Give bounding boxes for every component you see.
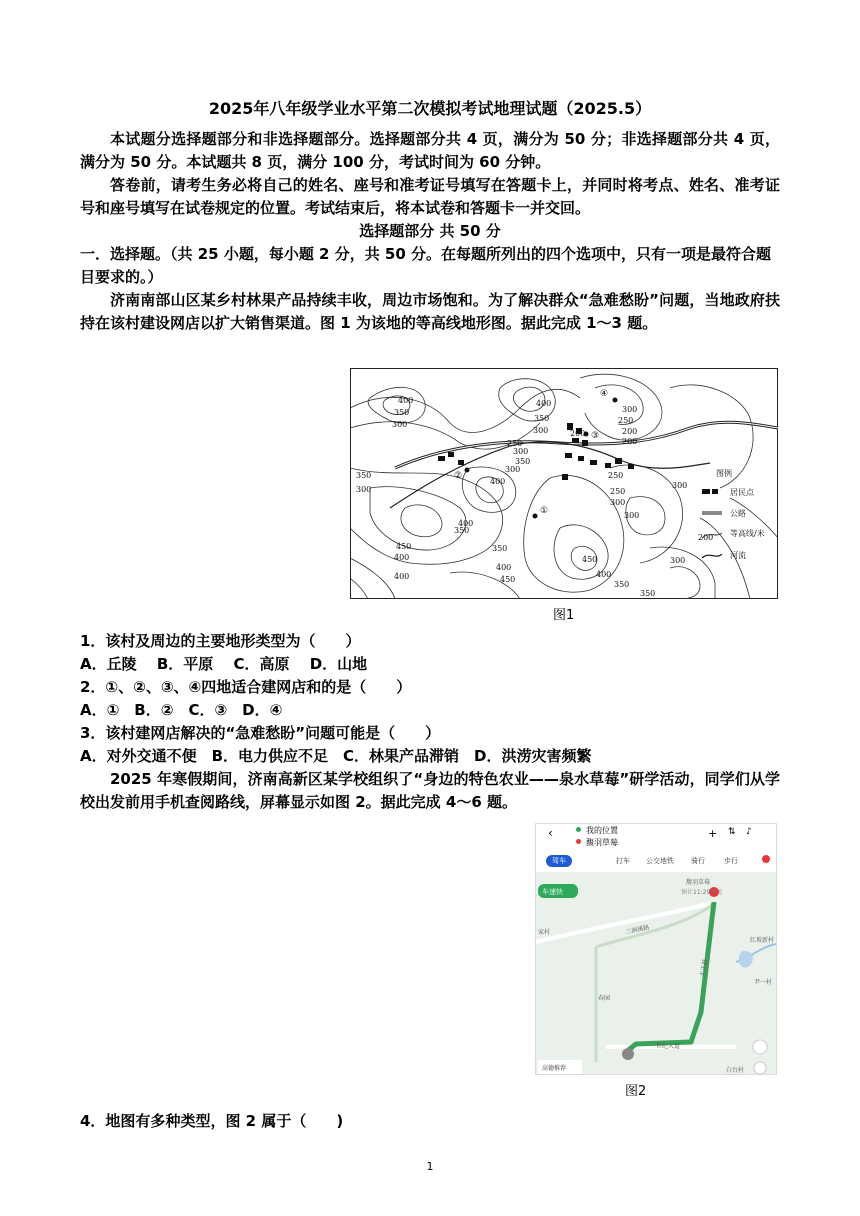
svg-text:200: 200 <box>622 437 638 446</box>
question-2-stem: 2．①、②、③、④四地适合建网店和的是（ ） <box>80 678 412 696</box>
svg-text:400: 400 <box>536 399 552 408</box>
svg-text:350: 350 <box>492 544 508 553</box>
svg-text:350: 350 <box>394 408 410 417</box>
svg-text:250: 250 <box>608 471 624 480</box>
svg-text:350: 350 <box>515 457 531 466</box>
svg-text:馥羽草莓: 馥羽草莓 <box>686 879 711 886</box>
tab-bike[interactable]: 骑行 <box>691 857 705 865</box>
section-heading: 选择题部分 共 50 分 <box>359 222 501 240</box>
svg-text:350: 350 <box>614 580 630 589</box>
svg-text:450: 450 <box>582 555 598 564</box>
svg-text:300: 300 <box>672 481 688 490</box>
tab-taxi[interactable]: 打车 <box>616 857 630 865</box>
svg-text:300: 300 <box>622 405 638 414</box>
svg-text:400: 400 <box>496 563 512 572</box>
svg-text:①: ① <box>540 506 549 516</box>
svg-text:400: 400 <box>458 519 474 528</box>
route-header <box>536 824 776 852</box>
question-3-options: A．对外交通不便 B．电力供应不足 C．林果产品滞销 D．洪涝灾害频繁 <box>80 747 592 765</box>
destination-dot-icon <box>576 839 581 844</box>
badge-fast <box>538 884 578 898</box>
svg-text:红坡新村: 红坡新村 <box>750 937 775 944</box>
svg-text:等高线/米: 等高线/米 <box>730 529 765 538</box>
svg-text:300: 300 <box>513 447 529 456</box>
question-3-stem: 3．该村建网店解决的“急难愁盼”问题可能是（ ） <box>80 724 441 742</box>
svg-text:450: 450 <box>396 542 412 551</box>
passage-2: 2025 年寒假期间，济南高新区某学校组织了“身边的特色农业——泉水草莓”研学活动，同学们从学校出发前用手机查阅路线，屏幕显示如图 2。据此完成 4～6 题。 <box>80 770 780 811</box>
svg-text:300: 300 <box>392 420 408 429</box>
svg-text:④: ④ <box>600 389 609 399</box>
question-4-stem: 4．地图有多种类型，图 2 属于（ ) <box>80 1112 344 1130</box>
back-icon[interactable]: ‹ <box>548 826 553 840</box>
svg-text:350: 350 <box>640 589 656 598</box>
svg-text:300: 300 <box>505 465 521 474</box>
svg-text:300: 300 <box>610 498 626 507</box>
question-2-options: A．① B．② C．③ D．④ <box>80 701 283 719</box>
svg-text:400: 400 <box>490 477 506 486</box>
svg-text:世纪大道: 世纪大道 <box>656 1043 681 1050</box>
swap-icon[interactable]: ⇅ <box>728 827 736 837</box>
svg-text:300: 300 <box>533 426 549 435</box>
question-1-options: A．丘陵 B．平原 C．高原 D．山地 <box>80 655 368 673</box>
svg-text:预计11:29到达: 预计11:29到达 <box>681 889 723 896</box>
svg-text:400: 400 <box>596 570 612 579</box>
passage-1: 济南南部山区某乡村林果产品持续丰收，周边市场饱和。为了解决群众“急难愁盼”问题，当地政府扶持在该村建设网店以扩大销售渠道。图 1 为该地的等高线地形图。据此完成 1～3 题。 <box>80 291 780 332</box>
svg-text:图例: 图例 <box>716 469 732 478</box>
svg-text:三涧溪路: 三涧溪路 <box>624 924 650 936</box>
svg-text:家村: 家村 <box>538 929 551 936</box>
svg-text:400: 400 <box>398 396 414 405</box>
page-title: 2025年八年级学业水平第二次模拟考试地理试题（2025.5） <box>208 99 652 118</box>
svg-text:300: 300 <box>624 511 640 520</box>
svg-text:300: 300 <box>356 485 372 494</box>
voice-icon[interactable]: ♪ <box>746 827 752 837</box>
svg-text:300: 300 <box>670 556 686 565</box>
svg-text:200: 200 <box>698 533 714 542</box>
contour-map-figure <box>350 368 778 599</box>
intro-paragraph-2: 答卷前，请考生务必将自己的姓名、座号和准考证号填写在答题卡上，并同时将考点、姓名、准考证号和座号填写在试卷规定的位置。考试结束后，将本试卷和答题卡一并交回。 <box>80 176 780 217</box>
destination-field[interactable]: 馥羽草莓 <box>586 838 618 847</box>
svg-text:450: 450 <box>500 575 516 584</box>
svg-text:③: ③ <box>591 431 600 441</box>
svg-text:350: 350 <box>454 526 470 535</box>
svg-text:250: 250 <box>507 439 523 448</box>
locate-icon <box>754 1062 766 1074</box>
origin-marker-icon <box>622 1048 634 1060</box>
refresh-icon <box>753 1040 767 1054</box>
more-badge-icon[interactable] <box>762 855 770 863</box>
svg-text:350: 350 <box>356 471 372 480</box>
svg-text:大正路: 大正路 <box>699 958 710 978</box>
svg-text:400: 400 <box>394 553 410 562</box>
part-one-instruction: 一．选择题。（共 25 小题，每小题 2 分，共 50 分。在每题所列出的四个选项中，只有一项是最符合题目要求的。） <box>80 245 772 286</box>
svg-text:250: 250 <box>618 416 634 425</box>
svg-text:200: 200 <box>622 427 638 436</box>
tab-walk[interactable]: 步行 <box>724 857 738 865</box>
svg-text:高德推荐: 高德推荐 <box>542 1065 567 1072</box>
svg-text:②: ② <box>454 471 463 481</box>
navigation-map-figure <box>535 823 777 1075</box>
svg-text:河流: 河流 <box>730 551 746 560</box>
svg-text:白台村: 白台村 <box>726 1067 745 1074</box>
svg-text:春园: 春园 <box>598 995 611 1002</box>
intro-paragraph-1: 本试题分选择题部分和非选择题部分。选择题部分共 4 页，满分为 50 分；非选择题部分共 4 页，满分为 50 分。本试题共 8 页，满分 100 分，考试时间为 60 分钟。 <box>80 130 780 171</box>
svg-text:400: 400 <box>394 572 410 581</box>
tab-transit[interactable]: 公交地铁 <box>646 857 674 865</box>
svg-text:车速快: 车速快 <box>542 888 563 896</box>
travel-mode-tabs <box>536 852 776 872</box>
svg-text:公路: 公路 <box>730 509 746 518</box>
page-number: 1 <box>426 1160 434 1173</box>
add-stop-icon[interactable]: + <box>708 827 718 840</box>
figure-2-caption: 图2 <box>625 1084 647 1099</box>
svg-text:350: 350 <box>534 414 550 423</box>
question-1-stem: 1．该村及周边的主要地形类型为（ ） <box>80 632 361 650</box>
svg-text:200: 200 <box>570 429 586 438</box>
svg-text:尹一村: 尹一村 <box>754 979 773 986</box>
route-map <box>536 872 776 1074</box>
tab-drive[interactable]: 驾车 <box>546 855 572 867</box>
origin-dot-icon <box>576 827 581 832</box>
svg-text:250: 250 <box>610 487 626 496</box>
origin-field[interactable]: 我的位置 <box>586 826 618 835</box>
svg-text:居民点: 居民点 <box>730 488 754 497</box>
figure-1-caption: 图1 <box>553 608 575 623</box>
